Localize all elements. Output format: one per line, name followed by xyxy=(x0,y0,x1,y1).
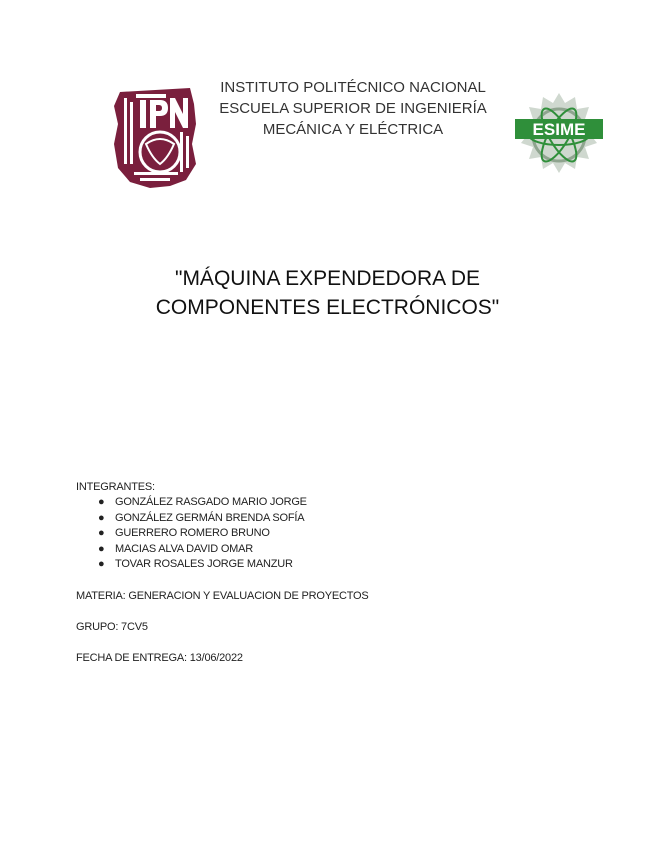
member-name: TOVAR ROSALES JORGE MANZUR xyxy=(115,558,293,571)
school-name-line1: ESCUELA SUPERIOR DE INGENIERÍA xyxy=(219,100,487,117)
list-item xyxy=(76,557,307,573)
bullet-icon: ● xyxy=(98,496,105,508)
ipn-logo-icon xyxy=(110,84,200,190)
member-name: GONZÁLEZ RASGADO MARIO JORGE xyxy=(115,496,307,508)
bullet-icon: ● xyxy=(98,511,105,524)
bullet-icon: ● xyxy=(98,527,105,540)
esime-logo-icon xyxy=(511,89,607,181)
list-item xyxy=(76,542,307,558)
institution-name: INSTITUTO POLITÉCNICO NACIONAL xyxy=(220,79,486,96)
document-title xyxy=(100,264,555,322)
member-name: GONZÁLEZ GERMÁN BRENDA SOFÍA xyxy=(115,511,305,524)
list-item xyxy=(76,495,307,511)
member-name: MACIAS ALVA DAVID OMAR xyxy=(115,542,254,555)
subject-line: MATERIA: GENERACION Y EVALUACION DE PROYECTOS xyxy=(76,590,369,602)
document-title-line2: COMPONENTES ELECTRÓNICOS" xyxy=(155,296,500,319)
member-name: GUERRERO ROMERO BRUNO xyxy=(115,527,270,540)
list-item xyxy=(76,511,307,527)
members-label: INTEGRANTES: xyxy=(76,481,155,493)
group-line: GRUPO: 7CV5 xyxy=(76,621,148,633)
members-list xyxy=(76,495,307,573)
list-item xyxy=(76,526,307,542)
school-name-line2: MECÁNICA Y ELÉCTRICA xyxy=(262,121,444,138)
document-title-line1: "MÁQUINA EXPENDEDORA DE xyxy=(174,267,481,290)
bullet-icon: ● xyxy=(98,558,105,571)
due-date-line: FECHA DE ENTREGA: 13/06/2022 xyxy=(76,652,243,664)
svg-text:ESIME: ESIME xyxy=(532,120,586,139)
bullet-icon: ● xyxy=(98,542,105,555)
institution-header xyxy=(200,77,506,140)
